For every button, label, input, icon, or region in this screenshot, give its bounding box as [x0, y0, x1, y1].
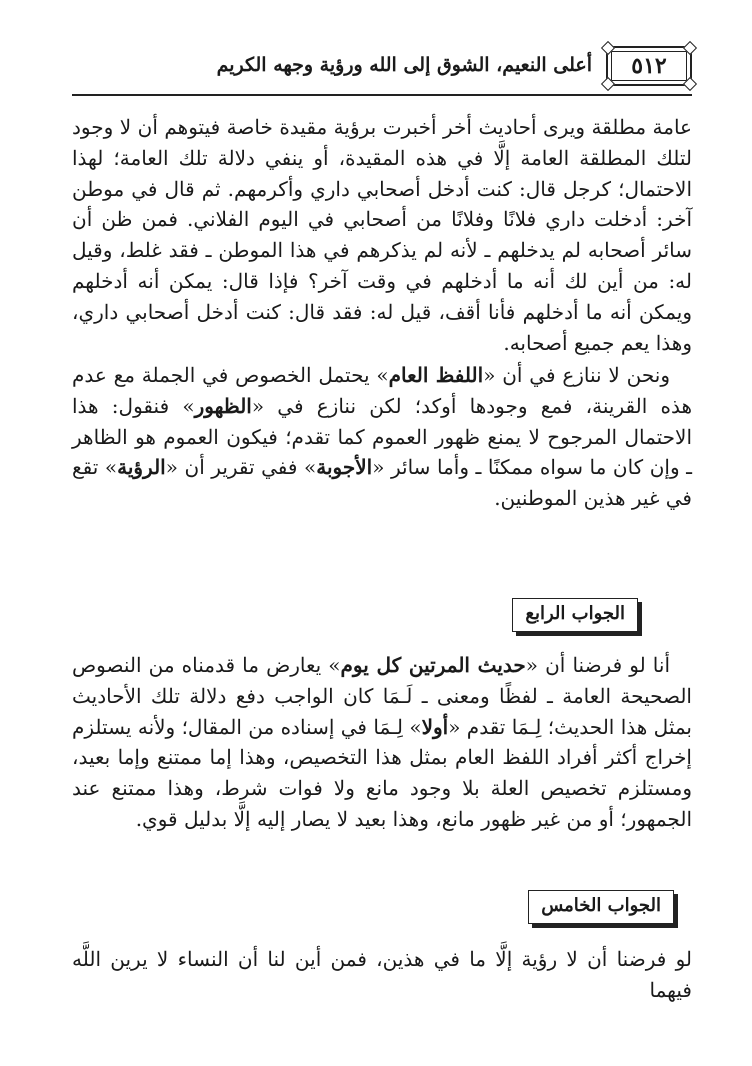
- paragraph-2-part-4: » ففي تقرير أن «: [165, 455, 317, 480]
- paragraph-3-part-3: » لِـمَا في إسناده من المقال؛ ولأنه يستلزم إخراج أكثر أفراد اللفظ العام بمثل هذا التخصيص، وهذا إما ممتنع وإما بعيد، ومستلزم تخصيص العلة بلا وجود مانع ولا فوات شرط، وهذا ممتنع عند الجمهور؛ أو من غير ظهور مانع، وهذا بعيد لا يصار إليه إلَّا بدليل قوي.: [72, 714, 692, 831]
- running-title: أعلى النعيم، الشوق إلى الله ورؤية وجهه الكريم: [216, 54, 592, 76]
- paragraph-2-part-5: » تقع في غير هذين الموطنين.: [72, 455, 692, 511]
- term-hadith-twice-daily: حديث المرتين كل يوم: [340, 653, 526, 677]
- term-apparent-meaning: الظهور: [194, 393, 252, 418]
- paragraph-2-part-2: » يحتمل الخصوص في الجملة مع عدم هذه القرينة، فمع وجودها أوكد؛ لكن ننازع في «: [72, 363, 692, 418]
- term-answers: الأجوبة: [316, 455, 373, 480]
- paragraph-3-part-1: أنا لو فرضنا أن «: [525, 653, 670, 677]
- paragraph-1: [72, 112, 692, 358]
- paragraph-3-part-2: » يعارض ما قدمناه من النصوص الصحيحة العامة ـ لفظًا ومعنى ـ لَـمَا كان الواجب دفع دلالة تلك الأحاديث بمثل هذا الحديث؛ لِـمَا تقدم «: [72, 653, 692, 739]
- header-rule: [72, 94, 692, 96]
- section-fifth-label: الجواب الخامس: [541, 895, 661, 916]
- paragraph-2: [72, 360, 692, 514]
- term-general-word: اللفظ العام: [388, 363, 484, 387]
- page-number: ٥١٢: [631, 53, 667, 79]
- section-fourth-label: الجواب الرابع: [525, 603, 625, 624]
- section-heading-fourth-answer: [512, 598, 638, 632]
- paragraph-3: [72, 650, 692, 835]
- term-vision: الرؤية: [117, 455, 166, 480]
- page-header: [72, 36, 692, 96]
- section-heading-fifth-answer: [528, 890, 674, 924]
- paragraph-4: [72, 944, 692, 1006]
- page-number-frame: [606, 46, 692, 86]
- paragraph-2-part-1: ونحن لا ننازع في أن «: [483, 363, 670, 387]
- paragraph-2-part-3: » فنقول: هذا الاحتمال المرجوح لا يمنع ظهور العموم كما تقدم؛ فيكون العموم هو الظاهر ـ وإن كان ما سواه ممكنًا ـ وأما سائر «: [72, 393, 693, 480]
- term-first: أولا: [421, 714, 449, 739]
- paragraph-4-text: لو فرضنا أن لا رؤية إلَّا ما في هذين، فمن أين لنا أن النساء لا يرين اللَّه فيهما: [72, 947, 692, 1002]
- paragraph-1-text: عامة مطلقة ويرى أحاديث أخر أخبرت برؤية مقيدة خاصة فيتوهم أن لا وجود لتلك المطلقة العامة إلَّا في هذه المقيدة، أو ينفي دلالة تلك العامة؛ لهذا الاحتمال؛ كرجل قال: كنت أدخل أصحابي داري وأكرمهم. ثم قال في موطن آخر: أدخلت داري فلانًا وفلانًا من أصحابي في اليوم الفلاني. فمن ظن أن سائر أصحابه لم يدخلهم ـ لأنه لم يذكرهم في هذا الموطن ـ فقد غلط، وقيل له: من أين لك أنه ما أدخلهم في وقت آخر؟ فإذا قال: يمكن أنه أدخلهم ويمكن أنه ما أدخلهم فأنا أقف، قيل له: فقد قال: كنت أدخل أصحابي داري، وهذا يعم جميع أصحابه.: [72, 115, 692, 355]
